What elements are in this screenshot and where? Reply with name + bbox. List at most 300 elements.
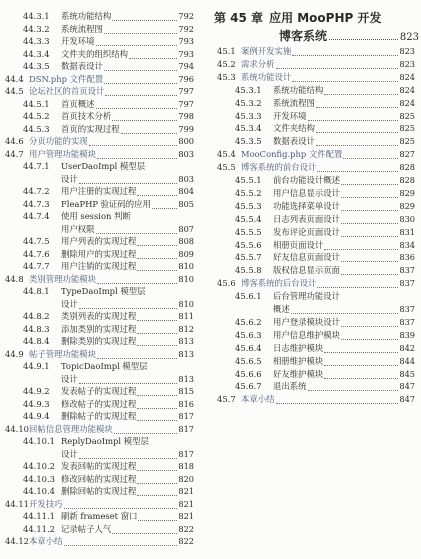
toc-entry [235, 173, 415, 187]
toc-entry-page: 813 [178, 348, 194, 359]
leader-dots [96, 99, 178, 109]
toc-entry [235, 263, 415, 277]
toc-entry-number: 45.6.6 [235, 368, 262, 379]
toc-entry-title: 博客系统的前台设计 [241, 162, 317, 173]
toc-entry-number: 44.3.2 [23, 23, 50, 34]
toc-entry-number: 44.9.4 [23, 411, 50, 421]
toc-entry-page: 822 [178, 523, 194, 534]
toc-entry-title: 发表帖子的实现过程 [61, 386, 137, 396]
toc-entry-number: 44.9.2 [23, 386, 50, 396]
toc-entry-title: 博客系统的后台设计 [241, 278, 317, 289]
leader-dots [324, 85, 398, 95]
toc-entry-page: 816 [178, 398, 194, 409]
leader-dots [341, 265, 398, 275]
toc-entry-number: 45.6 [217, 278, 236, 289]
toc-entry-continuation [273, 302, 415, 316]
toc-entry [235, 328, 415, 342]
toc-entry-number: 45.5.4 [235, 213, 262, 224]
toc-entry [235, 367, 415, 381]
chapter-title-line1: 应用 MooPHP 开发 [269, 11, 382, 25]
toc-entry [235, 109, 415, 123]
toc-entry-title: 使用 session 判断 [61, 211, 131, 221]
toc-entry [217, 147, 415, 161]
toc-entry-page: 792 [178, 23, 194, 34]
toc-entry-page: 837 [399, 278, 415, 289]
toc-entry-page: 797 [178, 98, 194, 109]
toc-entry-title: 分页功能的实现 [29, 136, 88, 146]
leader-dots [324, 343, 398, 353]
toc-entry-number: 44.7.6 [23, 248, 50, 259]
toc-entry-number: 45.5.5 [235, 226, 262, 237]
toc-entry-number: 44.10.3 [23, 473, 55, 484]
toc-entry-number: 44.9.3 [23, 398, 50, 409]
toc-entry-page: 829 [399, 200, 415, 211]
toc-entry [235, 83, 415, 97]
leader-dots [96, 36, 178, 46]
toc-entry-title: 用户管理功能模块 [29, 148, 96, 159]
toc-entry [235, 354, 415, 368]
leader-dots [292, 72, 398, 82]
toc-entry-number: 45.6.1 [235, 291, 262, 302]
toc-entry-title: 类别列表的实现过程 [61, 311, 137, 321]
toc-entry-title-cont: 概述 [273, 304, 290, 314]
toc-entry-title-cont: 设计 [61, 298, 78, 309]
toc-entry-title: 系统流程图 [273, 97, 315, 108]
toc-entry-number: 45.2 [217, 58, 236, 69]
toc-entry-title: 首页技术分析 [61, 111, 112, 121]
leader-dots [137, 249, 177, 259]
leader-dots [137, 261, 177, 271]
toc-entry-title-cont: 设计 [61, 373, 78, 384]
leader-dots [97, 274, 177, 284]
toc-entry-page: 803 [178, 148, 194, 159]
toc-entry [5, 534, 194, 548]
toc-entry-title: 前台功能设计概述 [273, 175, 340, 185]
chapter-title-line2: 博客系统 [279, 29, 328, 43]
leader-dots [343, 149, 398, 159]
toc-entry-page: 817 [178, 423, 194, 434]
toc-entry-title: 开发环境 [61, 36, 95, 46]
toc-entry-page: 821 [178, 498, 194, 509]
toc-entry [235, 121, 415, 135]
toc-entry-page: 804 [178, 186, 194, 196]
toc-entry [235, 315, 415, 329]
toc-entry-title: 文件夹结构 [273, 123, 315, 134]
toc-entry-number: 44.8.3 [23, 323, 50, 334]
toc-entry-number: 45.1 [217, 46, 236, 56]
toc-entry-number: 45.5.1 [235, 175, 262, 185]
toc-entry [235, 341, 415, 355]
toc-entry-number: 44.10.2 [23, 461, 55, 471]
toc-entry-page: 831 [399, 226, 415, 237]
leader-dots [316, 136, 398, 146]
toc-entry-title: 用户信息维护模块 [273, 329, 340, 340]
toc-entry-number: 45.6.7 [235, 381, 262, 392]
toc-entry-page: 825 [399, 136, 415, 147]
toc-entry-page: 792 [178, 11, 194, 21]
toc-entry-number: 45.6.4 [235, 342, 262, 353]
leader-dots [89, 136, 178, 146]
leader-dots [64, 499, 178, 509]
toc-entry-title: TopicDaoImpl 模型层 [61, 361, 148, 371]
leader-dots [317, 162, 398, 172]
toc-entry-page: 839 [399, 329, 415, 340]
toc-entry-title: 功能选择菜单设计 [273, 200, 340, 211]
toc-entry-page: 817 [178, 448, 194, 459]
toc-entry-title: 发布评论页面设计 [273, 226, 340, 237]
chapter-title-line2-row [279, 27, 419, 43]
toc-entry-title-cont: 设计 [61, 448, 78, 459]
toc-entry-title: FleaPHP 验证码的应用 [61, 198, 151, 209]
toc-entry-number: 44.10 [5, 423, 29, 434]
toc-entry-number: 44.10.4 [23, 486, 55, 496]
toc-entry-page: 805 [178, 198, 194, 209]
toc-entry-number: 45.5.8 [235, 265, 262, 276]
toc-entry-title: 本章小结 [241, 394, 275, 405]
toc-entry-page: 822 [178, 536, 194, 546]
leader-dots [137, 474, 177, 484]
toc-entry-page: 793 [178, 48, 194, 59]
toc-entry-page: 818 [178, 461, 194, 471]
leader-dots [79, 299, 178, 309]
toc-entry-title: 用户信息显示设计 [273, 187, 340, 198]
toc-entry-number: 45.6.5 [235, 355, 262, 366]
leader-dots [341, 214, 398, 224]
toc-entry-number: 44.10.1 [23, 436, 55, 446]
toc-entry-title: 刷新 frameset 窗口 [61, 511, 138, 521]
toc-entry-number: 44.3.1 [23, 11, 50, 21]
toc-entry-number: 44.8.4 [23, 336, 50, 346]
toc-entry-page: 794 [178, 61, 194, 71]
toc-entry-title: 修改回帖的实现过程 [61, 473, 137, 484]
leader-dots [276, 394, 399, 404]
toc-entry-title: 开发技巧 [29, 498, 63, 509]
leader-dots [137, 324, 177, 334]
toc-entry-title: MooConfig.php 文件配置 [241, 149, 343, 160]
toc-entry-title: 用户登录模块设计 [273, 316, 340, 327]
toc-entry-page: 824 [399, 71, 415, 82]
toc-entry-page: 834 [399, 239, 415, 250]
toc-entry-title: 案例开发实施 [241, 46, 292, 56]
toc-entry-title: 相册页面设计 [273, 239, 324, 250]
leader-dots [104, 61, 177, 71]
chapter-number: 第 45 章 [214, 11, 264, 25]
toc-entry-number: 44.7.5 [23, 236, 50, 246]
toc-entry-page: 837 [399, 304, 415, 314]
toc-entry-page: 799 [178, 123, 194, 134]
toc-entry [235, 225, 415, 239]
toc-entry-page: 824 [399, 84, 415, 95]
toc-entry-page: 827 [399, 149, 415, 160]
toc-entry-page: 830 [399, 213, 415, 224]
toc-entry-title: DSN.php 文件配置 [29, 73, 104, 84]
toc-entry-page: 829 [399, 187, 415, 198]
leader-dots [317, 278, 398, 288]
toc-entry-number: 44.8.1 [23, 286, 50, 296]
toc-entry-page: 798 [178, 111, 194, 121]
toc-entry-page: 793 [178, 36, 194, 46]
leader-dots [329, 29, 398, 40]
toc-entry-number: 45.5.2 [235, 187, 262, 198]
toc-entry-number: 45.5.6 [235, 239, 262, 250]
toc-entry-title: 删除回帖的实现过程 [61, 486, 137, 496]
toc-entry [235, 379, 415, 393]
toc-entry-number: 44.3.3 [23, 36, 50, 46]
chapter-heading [214, 9, 414, 26]
leader-dots [104, 24, 177, 34]
toc-entry-title: 删除用户的实现过程 [61, 248, 137, 259]
leader-dots [129, 49, 177, 59]
leader-dots [137, 186, 177, 196]
toc-entry-title: 删除帖子的实现过程 [61, 411, 137, 421]
toc-entry [217, 160, 415, 174]
toc-entry-title: 系统功能设计 [241, 71, 292, 82]
toc-entry-title: 系统流程图 [61, 23, 103, 34]
leader-dots [276, 59, 399, 69]
toc-entry-title: 好友信息页面设计 [273, 252, 340, 263]
toc-entry-number: 44.7.4 [23, 211, 50, 221]
leader-dots [104, 74, 177, 84]
toc-entry-title: 帖子管理功能模块 [29, 348, 96, 359]
toc-entry-title: 发表回帖的实现过程 [61, 461, 137, 471]
toc-entry-number: 44.7.1 [23, 161, 50, 171]
toc-entry-number: 44.7.3 [23, 198, 50, 209]
toc-entry-page: 803 [178, 173, 194, 184]
toc-entry-title: 开发环境 [273, 110, 307, 121]
toc-entry-title: 论坛社区的首页设计 [29, 86, 105, 96]
toc-entry-page: 817 [178, 411, 194, 421]
toc-entry-page: 828 [399, 162, 415, 173]
leader-dots [79, 374, 178, 384]
toc-entry-number: 44.5.1 [23, 98, 50, 109]
toc-entry-title: ReplyDaoImpl 模型层 [61, 436, 149, 446]
toc-entry-number: 45.3.1 [235, 84, 262, 95]
leader-dots [79, 174, 178, 184]
leader-dots [341, 201, 398, 211]
toc-entry-page: 823 [399, 58, 415, 69]
leader-dots [308, 381, 399, 391]
toc-entry-number: 44.5 [5, 86, 24, 96]
toc-entry-number: 44.11.1 [23, 511, 55, 521]
toc-entry [235, 212, 415, 226]
leader-dots [324, 356, 398, 366]
leader-dots [137, 236, 177, 246]
leader-dots [96, 224, 178, 234]
toc-entry-title: 好友维护模块 [273, 368, 324, 379]
toc-entry-page: 811 [178, 311, 194, 321]
toc-entry-title: 系统功能结构 [273, 84, 324, 95]
toc-entry-page: 810 [178, 298, 194, 309]
toc-entry-page: 800 [178, 136, 194, 146]
toc-entry-title: 需求分析 [241, 58, 275, 69]
toc-entry-number: 45.3 [217, 71, 236, 82]
toc-entry-number: 44.8 [5, 273, 24, 284]
toc-entry-page: 836 [399, 252, 415, 263]
toc-entry-number: 45.4 [217, 149, 236, 160]
toc-entry-number: 44.12 [5, 536, 29, 546]
leader-dots [316, 98, 398, 108]
toc-entry [217, 70, 415, 84]
chapter-page: 823 [399, 32, 419, 43]
toc-entry-title: 用户注销的实现过程 [61, 261, 137, 271]
toc-entry-number: 44.7.2 [23, 186, 50, 196]
toc-entry-page: 824 [399, 97, 415, 108]
leader-dots [341, 317, 398, 327]
leader-dots [341, 188, 398, 198]
toc-entry-page: 797 [178, 86, 194, 96]
toc-entry-title: TypeDaoImpl 模型层 [61, 286, 146, 296]
toc-entry-page: 810 [178, 261, 194, 271]
toc-entry-page: 825 [399, 110, 415, 121]
toc-entry-number: 44.6 [5, 136, 24, 146]
toc-entry-number: 45.6.2 [235, 316, 262, 327]
toc-entry-title: 系统功能结构 [61, 11, 112, 21]
leader-dots [152, 199, 177, 209]
toc-entry [217, 44, 415, 58]
toc-entry [235, 186, 415, 200]
toc-entry [235, 250, 415, 264]
toc-entry [217, 57, 415, 71]
toc-entry-number: 45.3.4 [235, 123, 262, 134]
toc-entry-title: 记录帖子人气 [61, 523, 112, 534]
toc-entry-title: 文件夹的组织结构 [61, 48, 128, 59]
toc-entry-number: 44.9 [5, 348, 24, 359]
toc-entry [235, 134, 415, 148]
toc-entry-title: 后台管理功能设计 [273, 291, 340, 302]
toc-entry [235, 96, 415, 110]
toc-entry-number: 44.9.1 [23, 361, 50, 371]
toc-entry-number: 45.5.3 [235, 200, 262, 211]
toc-entry [235, 238, 415, 252]
toc-entry [217, 276, 415, 290]
toc-entry-page: 837 [399, 316, 415, 327]
leader-dots [112, 524, 177, 534]
toc-entry-page: 844 [399, 355, 415, 366]
toc-entry-number: 45.6.3 [235, 329, 262, 340]
toc-entry-number: 45.5.7 [235, 252, 262, 263]
leader-dots [121, 124, 178, 134]
toc-entry-number: 44.5.3 [23, 123, 50, 134]
leader-dots [105, 86, 177, 96]
leader-dots [137, 411, 177, 421]
leader-dots [79, 449, 178, 459]
toc-entry-title: 数据表设计 [273, 136, 315, 147]
toc-entry-title: 首页的实现过程 [61, 123, 120, 134]
leader-dots [112, 111, 177, 121]
toc-entry-page: 809 [178, 248, 194, 259]
toc-entry-title: 版权信息显示页面 [273, 265, 340, 276]
toc-entry-title: 日志列表页面设计 [273, 213, 340, 224]
toc-entry [235, 199, 415, 213]
leader-dots [324, 369, 398, 379]
leader-dots [341, 252, 398, 262]
toc-entry-page: 845 [399, 368, 415, 379]
toc-entry-page: 810 [178, 273, 194, 284]
leader-dots [292, 46, 398, 56]
leader-dots [291, 304, 399, 314]
toc-entry-page: 808 [178, 236, 194, 246]
toc-entry-number: 44.3.4 [23, 48, 50, 59]
leader-dots [137, 386, 177, 396]
leader-dots [112, 11, 177, 21]
leader-dots [324, 240, 398, 250]
toc-entry-title-cont: 设计 [61, 173, 78, 184]
toc-entry-number: 45.3.2 [235, 97, 262, 108]
leader-dots [97, 149, 177, 159]
toc-entry-title: 回帖信息管理功能模块 [29, 423, 113, 434]
toc-entry-page: 812 [178, 323, 194, 334]
toc-entry-number: 45.5 [217, 162, 236, 173]
leader-dots [341, 330, 398, 340]
toc-entry-page: 813 [178, 373, 194, 384]
toc-entry-page: 807 [178, 223, 194, 234]
toc-entry-number: 44.3.5 [23, 61, 50, 71]
leader-dots [137, 399, 177, 409]
toc-entry-title: 删除类别的实现过程 [61, 336, 137, 346]
leader-dots [137, 461, 177, 471]
toc-entry-page: 828 [399, 175, 415, 185]
toc-entry [235, 289, 415, 303]
leader-dots [97, 349, 177, 359]
leader-dots [137, 311, 177, 321]
leader-dots [341, 227, 398, 237]
toc-entry-title: UserDaoImpl 模型层 [61, 161, 146, 171]
toc-entry-title: 首页概述 [61, 98, 95, 109]
toc-entry-page: 813 [178, 336, 194, 346]
toc-entry-title: 日志维护模块 [273, 342, 324, 353]
toc-entry-page: 820 [178, 473, 194, 484]
toc-entry-title: 修改帖子的实现过程 [61, 398, 137, 409]
toc-entry-page: 837 [399, 265, 415, 276]
toc-entry-page: 847 [399, 394, 415, 405]
toc-entry-title: 类别管理功能模块 [29, 273, 96, 284]
toc-entry-page: 847 [399, 381, 415, 392]
toc-entry-title: 用户列表的实现过程 [61, 236, 137, 246]
toc-entry-title: 数据表设计 [61, 61, 103, 71]
toc-entry-number: 45.7 [217, 394, 236, 405]
leader-dots [137, 336, 177, 346]
toc-entry-page: 825 [399, 123, 415, 134]
toc-entry-number: 44.7.7 [23, 261, 50, 271]
toc-entry-number: 44.4 [5, 73, 24, 84]
toc-entry-title: 退出系统 [273, 381, 307, 392]
leader-dots [64, 536, 178, 546]
toc-entry-page: 815 [178, 386, 194, 396]
toc-entry-page: 796 [178, 73, 194, 84]
toc-entry-title: 本章小结 [29, 536, 63, 546]
leader-dots [308, 111, 399, 121]
toc-entry-page: 821 [178, 486, 194, 496]
toc-entry-number: 45.3.5 [235, 136, 262, 147]
toc-entry-page: 821 [178, 511, 194, 521]
toc-entry-title: 用户注册的实现过程 [61, 186, 137, 196]
toc-entry [217, 392, 415, 406]
toc-entry-number: 44.8.2 [23, 311, 50, 321]
leader-dots [137, 486, 177, 496]
toc-entry-page: 842 [399, 342, 415, 353]
toc-entry-page: 823 [399, 46, 415, 56]
leader-dots [316, 123, 398, 133]
leader-dots [341, 175, 398, 185]
toc-entry-number: 44.7 [5, 148, 24, 159]
toc-entry-number: 44.11.2 [23, 523, 55, 534]
toc-entry-title: 添加类别的实现过程 [61, 323, 137, 334]
toc-entry-number: 45.3.3 [235, 110, 262, 121]
toc-entry-number: 44.5.2 [23, 111, 50, 121]
leader-dots [114, 424, 178, 434]
toc-entry-number: 44.11 [5, 498, 29, 509]
toc-entry-title: 相册维护模块 [273, 355, 324, 366]
